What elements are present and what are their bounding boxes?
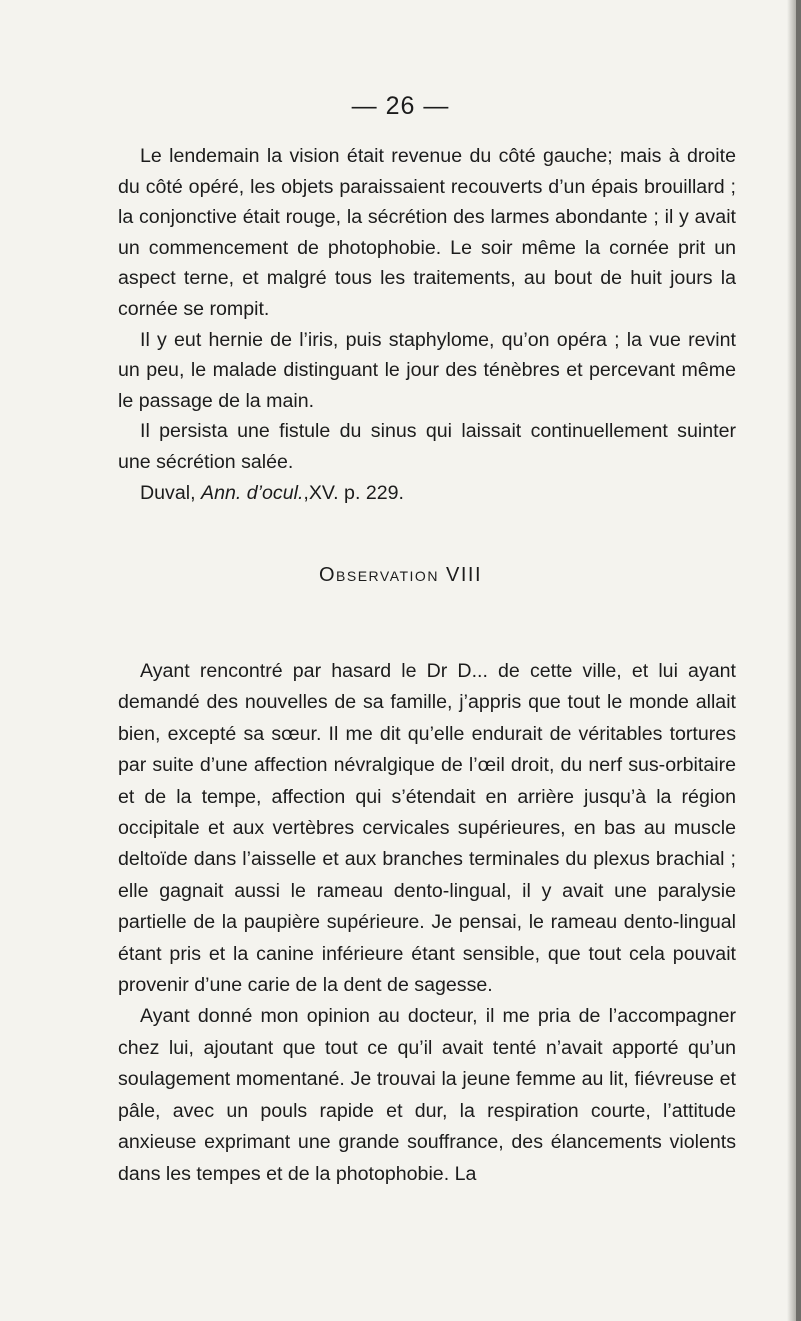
paragraph: Ayant rencontré par hasard le Dr D... de cette ville, et lui ayant demandé des nouvelles de sa famille, j’appris que tout le monde allait bien, excepté sa sœur. Il me dit qu’elle endurait de véritables tortures par suite d’une affection névralgique de l’œil droit, du nerf sus-orbitaire et de la tempe, affection qui s’étendait en arrière jusqu’à la région occipitale et aux vertèbres cervicales supérieures, en bas au muscle deltoïde dans l’aisselle et aux branches terminales du plexus brachial ; elle gagnait aussi le rameau dento-lingual, il y avait une paralysie partielle de la paupière supérieure. Je pensai, le rameau dento-lingual étant pris et la canine inférieure étant sensible, que tout cela pouvait provenir d’une carie de la dent de sagesse. <box>118 660 736 997</box>
paragraph: Le lendemain la vision était revenue du côté gauche; mais à droite du côté opéré, les objets paraissaient recouverts d’un épais brouillard ; la conjonctive était rouge, la sécrétion des larmes abondante ; il y avait un commencement de photophobie. Le soir même la cornée prit un aspect terne, et malgré tous les traitements, au bout de huit jours la cornée se rompit. <box>118 145 736 320</box>
citation <box>118 478 736 509</box>
citation-author: Duval, <box>140 481 196 504</box>
citation-volume: ,XV. p. 229. <box>303 481 404 504</box>
page-edge-dark <box>796 0 801 1321</box>
text-block-bottom <box>118 656 736 1190</box>
section-heading: Observation VIII <box>318 564 483 586</box>
page-number: — 26 — <box>351 92 450 120</box>
paragraph: Il persista une fistule du sinus qui laissait continuellement suinter une sécrétion salée. <box>118 420 736 473</box>
paragraph: Ayant donné mon opinion au docteur, il me pria de l’accompagner chez lui, ajoutant que tout ce qu’il avait tenté n’avait apporté qu’un soulagement momentané. Je trouvai la jeune femme au lit, fiévreuse et pâle, avec un pouls rapide et dur, la respiration courte, l’attitude anxieuse exprimant une grande souffrance, des élancements violents dans les tempes et de la photophobie. La <box>118 1005 736 1185</box>
citation-journal: Ann. d’ocul. <box>201 481 304 504</box>
text-block-top <box>118 141 736 508</box>
paragraph: Il y eut hernie de l’iris, puis staphylome, qu’on opéra ; la vue revint un peu, le malade distinguant le jour des ténèbres et percevant même le passage de la main. <box>118 328 736 412</box>
